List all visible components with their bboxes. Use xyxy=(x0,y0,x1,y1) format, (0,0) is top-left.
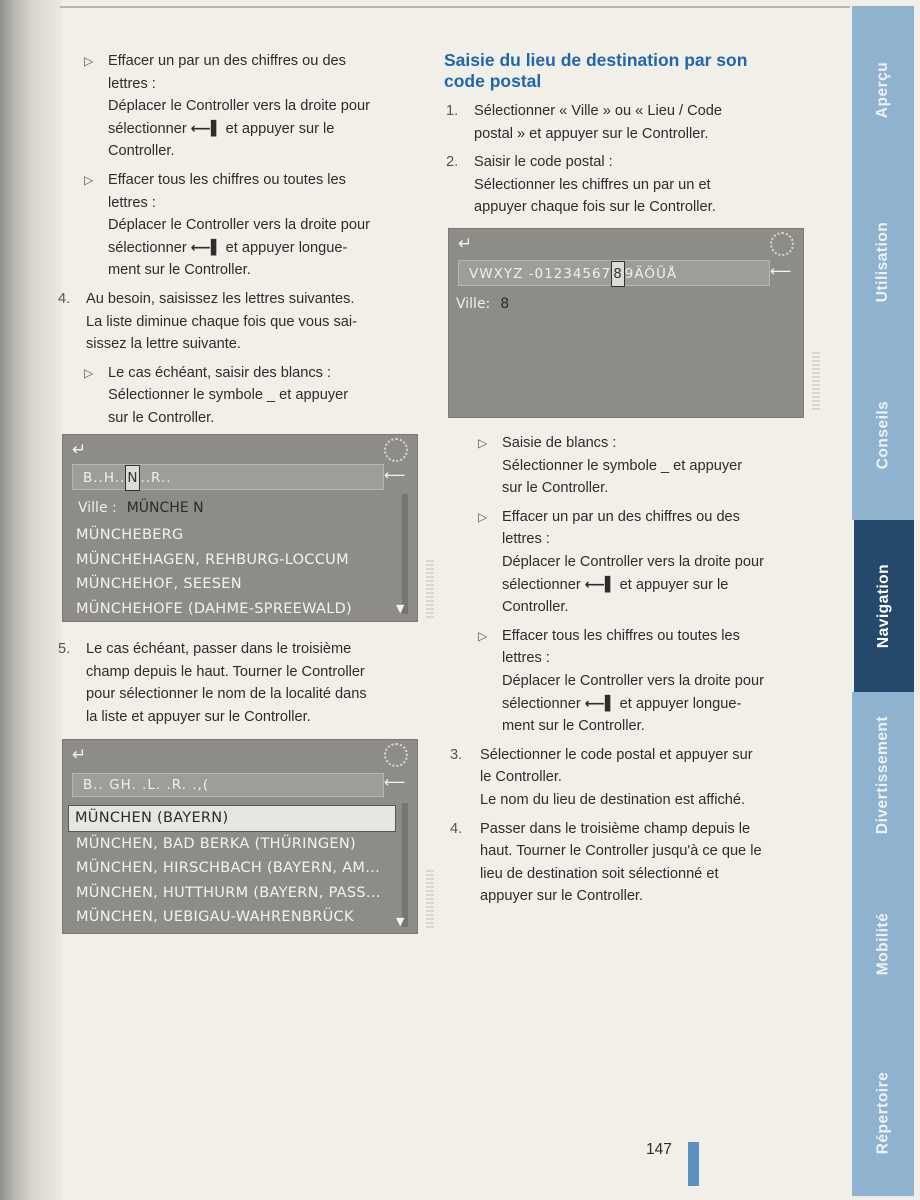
nav-screen-postal-entry xyxy=(448,228,804,418)
tab-apercu[interactable]: Aperçu xyxy=(852,6,914,176)
section-heading: Saisie du lieu de destination par son code postal xyxy=(444,50,748,91)
triangle-bullet-icon: ▷ xyxy=(478,628,488,643)
image-code xyxy=(426,560,434,620)
section-tabs xyxy=(852,6,914,1196)
page-marker xyxy=(688,1142,699,1186)
step-2: 2. Saisir le code postal : Sélectionner les chiffres un par un et appuyer chaque fois sur le Controller. xyxy=(446,154,716,216)
return-arrow-icon: ⟵ xyxy=(770,262,792,280)
list-item[interactable]: MÜNCHEHOFE (DAHME-SPREEWALD) xyxy=(76,600,352,617)
entry-field: B..H.. N ..R.. xyxy=(72,464,384,490)
scroll-down-icon: ▼ xyxy=(396,602,405,615)
triangle-bullet-icon: ▷ xyxy=(478,509,488,524)
step-4-right: 4. Passer dans le troisième champ depuis le haut. Tourner le Controller jusqu'à ce que le lieu de destination soit sélectionné et appuyer sur le Controller. xyxy=(450,820,762,905)
bullet-item: ▷ Effacer un par un des chiffres ou des lettres : Déplacer le Controller vers la droite pour sélectionner ⟵▌ et appuyer sur le Controller. xyxy=(62,50,418,163)
city-list xyxy=(62,805,405,930)
left-column xyxy=(58,50,418,436)
nav-screen-city-list xyxy=(62,739,418,934)
backspace-arrow-icon: ⟵▌ xyxy=(190,120,222,137)
tab-navigation[interactable]: Navigation xyxy=(854,520,914,694)
step-5: 5. Le cas échéant, passer dans le troisième champ depuis le haut. Tourner le Controller pour sélectionner le nom de la localité dans la liste et appuyer sur le Controller. xyxy=(58,641,367,725)
ville-line: Ville: 8 xyxy=(456,296,510,312)
tab-utilisation[interactable]: Utilisation xyxy=(852,174,914,352)
back-arrow-icon: ↵ xyxy=(72,440,87,460)
bullet-item: ▷ Effacer tous les chiffres ou toutes les lettres : Déplacer le Controller vers la droite pour sélectionner ⟵▌ et appuyer longue- ment sur le Controller. xyxy=(444,625,812,738)
return-arrow-icon: ⟵ xyxy=(384,773,406,791)
top-rule xyxy=(60,6,850,8)
scroll-down-icon: ▼ xyxy=(396,915,405,928)
list-item[interactable]: MÜNCHEHAGEN, REHBURG-LOCCUM xyxy=(76,551,349,568)
controller-knob-icon xyxy=(770,232,794,256)
list-item[interactable]: MÜNCHEN, BAD BERKA (THÜRINGEN) xyxy=(76,835,356,852)
step-1: 1. Sélectionner « Ville » ou « Lieu / Code postal » et appuyer sur le Controller. xyxy=(446,103,722,142)
scrollbar[interactable] xyxy=(402,494,408,614)
tab-repertoire[interactable]: Répertoire xyxy=(852,1030,914,1198)
right-column-lower xyxy=(444,432,812,914)
step-4: 4. Au besoin, saisissez les lettres suivantes. La liste diminue chaque fois que vous sai- sissez la lettre suivante. xyxy=(58,290,357,353)
backspace-arrow-icon: ⟵▌ xyxy=(584,576,616,593)
right-column xyxy=(444,50,812,225)
bullet-item: ▷ Le cas échéant, saisir des blancs : Sélectionner le symbole _ et appuyer sur le Controller. xyxy=(62,362,418,430)
entry-cursor: N xyxy=(125,465,140,491)
triangle-bullet-icon: ▷ xyxy=(84,172,94,187)
image-code xyxy=(426,870,434,930)
triangle-bullet-icon: ▷ xyxy=(84,54,94,68)
list-item-selected[interactable]: MÜNCHEN (BAYERN) xyxy=(68,805,396,832)
triangle-bullet-icon: ▷ xyxy=(84,365,94,380)
backspace-arrow-icon: ⟵▌ xyxy=(190,239,222,256)
controller-knob-icon xyxy=(384,743,408,767)
ville-line: Ville : MÜNCHE N xyxy=(78,500,204,516)
triangle-bullet-icon: ▷ xyxy=(478,436,488,450)
list-item[interactable]: MÜNCHEHOF, SEESEN xyxy=(76,576,242,592)
back-arrow-icon: ↵ xyxy=(72,745,87,765)
page-number: 147 xyxy=(646,1141,672,1158)
image-code xyxy=(812,352,820,412)
scrollbar[interactable] xyxy=(402,803,408,927)
tab-mobilite[interactable]: Mobilité xyxy=(852,858,914,1032)
left-column-lower xyxy=(58,638,422,734)
list-item[interactable]: MÜNCHEBERG xyxy=(76,527,184,543)
nav-screen-city-entry xyxy=(62,434,418,622)
binding-gutter xyxy=(0,0,62,1200)
controller-knob-icon xyxy=(384,438,408,462)
tab-conseils[interactable]: Conseils xyxy=(852,350,914,522)
list-item[interactable]: MÜNCHEN, UEBIGAU-WAHRENBRÜCK xyxy=(76,909,354,925)
bullet-item: ▷ Effacer tous les chiffres ou toutes les lettres : Déplacer le Controller vers la droite pour sélectionner ⟵▌ et appuyer longue- ment sur le Controller. xyxy=(62,169,418,282)
entry-field: VWXYZ -01234567 8 9ÄÖÜÅ xyxy=(458,260,770,286)
city-list xyxy=(62,523,405,621)
return-arrow-icon: ⟵ xyxy=(384,466,406,484)
list-item[interactable]: MÜNCHEN, HUTTHURM (BAYERN, PASS... xyxy=(76,884,381,901)
entry-field: B.. GH. .L. .R. .,( xyxy=(72,773,384,797)
tab-divertissement[interactable]: Divertissement xyxy=(852,692,914,860)
bullet-item: ▷ Effacer un par un des chiffres ou des lettres : Déplacer le Controller vers la droite pour sélectionner ⟵▌ et appuyer sur le Controller. xyxy=(444,506,812,619)
step-3: 3. Sélectionner le code postal et appuyer sur le Controller. Le nom du lieu de destination est affiché. xyxy=(450,746,753,808)
bullet-item: ▷ Saisie de blancs : Sélectionner le symbole _ et appuyer sur le Controller. xyxy=(444,432,812,500)
list-item[interactable]: MÜNCHEN, HIRSCHBACH (BAYERN, AM... xyxy=(76,860,380,876)
entry-cursor: 8 xyxy=(611,261,625,287)
backspace-arrow-icon: ⟵▌ xyxy=(584,695,616,712)
back-arrow-icon: ↵ xyxy=(458,234,473,254)
